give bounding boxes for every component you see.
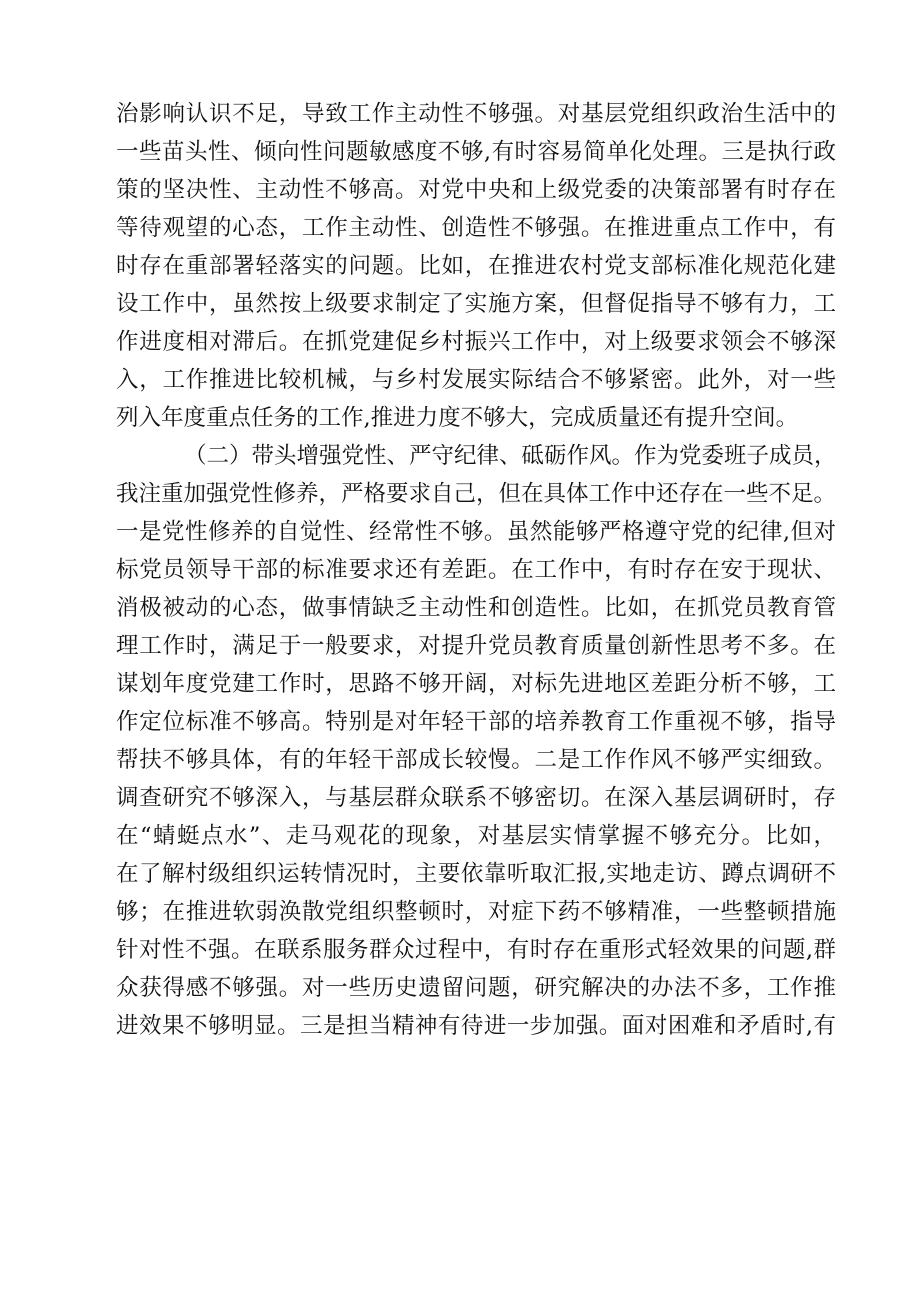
text-line-18: 帮扶不够具体，有的年轻干部成长较慢。二是工作作风不够严实细致。 [116,747,836,773]
text-line-15: 理工作时，满足于一般要求，对提升党员教育质量创新性思考不多。在 [116,633,836,659]
body-text [116,95,836,1045]
text-line-24: 众获得感不够强。对一些历史遗留问题，研究解决的办法不多，工作推 [116,975,836,1001]
text-line-3: 策的坚决性、主动性不够高。对党中央和上级党委的决策部署有时存在 [116,177,836,203]
text-line-12: 一是党性修养的自觉性、经常性不够。虽然能够严格遵守党的纪律,但对 [116,519,836,545]
text-line-1: 治影响认识不足，导致工作主动性不够强。对基层党组织政治生活中的 [116,101,836,127]
text-line-9-paragraph-end: 列入年度重点任务的工作,推进力度不够大，完成质量还有提升空间。 [116,405,799,431]
text-line-7: 作进度相对滞后。在抓党建促乡村振兴工作中，对上级要求领会不够深 [116,329,836,355]
text-line-25: 进效果不够明显。三是担当精神有待进一步加强。面对困难和矛盾时,有 [116,1013,836,1039]
text-line-4: 等待观望的心态，工作主动性、创造性不够强。在推进重点工作中，有 [116,215,836,241]
text-line-23: 针对性不强。在联系服务群众过程中，有时存在重形式轻效果的问题,群 [116,937,836,963]
text-line-14: 消极被动的心态，做事情缺乏主动性和创造性。比如，在抓党员教育管 [116,595,836,621]
text-line-19: 调查研究不够深入，与基层群众联系不够密切。在深入基层调研时，存 [116,785,836,811]
text-line-21: 在了解村级组织运转情况时，主要依靠听取汇报,实地走访、蹲点调研不 [116,861,836,887]
text-line-16: 谋划年度党建工作时，思路不够开阔，对标先进地区差距分析不够，工 [116,671,836,697]
text-line-8: 入，工作推进比较机械，与乡村发展实际结合不够紧密。此外，对一些 [116,367,836,393]
text-line-5: 时存在重部署轻落实的问题。比如，在推进农村党支部标准化规范化建 [116,253,836,279]
section-heading-line: （二）带头增强党性、严守纪律、砥砺作风。作为党委班子成员， [184,443,837,469]
text-line-20: 在“蜻蜓点水”、走马观花的现象，对基层实情掌握不够充分。比如， [116,823,836,849]
text-line-2: 一些苗头性、倾向性问题敏感度不够,有时容易简单化处理。三是执行政 [116,139,836,165]
text-line-17: 作定位标准不够高。特别是对年轻干部的培养教育工作重视不够，指导 [116,709,836,735]
text-line-11: 我注重加强党性修养，严格要求自己，但在具体工作中还存在一些不足。 [116,481,837,507]
text-line-22: 够；在推进软弱涣散党组织整顿时，对症下药不够精准，一些整顿措施 [116,899,836,925]
text-line-6: 设工作中，虽然按上级要求制定了实施方案，但督促指导不够有力，工 [116,291,836,317]
text-line-13: 标党员领导干部的标准要求还有差距。在工作中，有时存在安于现状、 [116,557,836,583]
